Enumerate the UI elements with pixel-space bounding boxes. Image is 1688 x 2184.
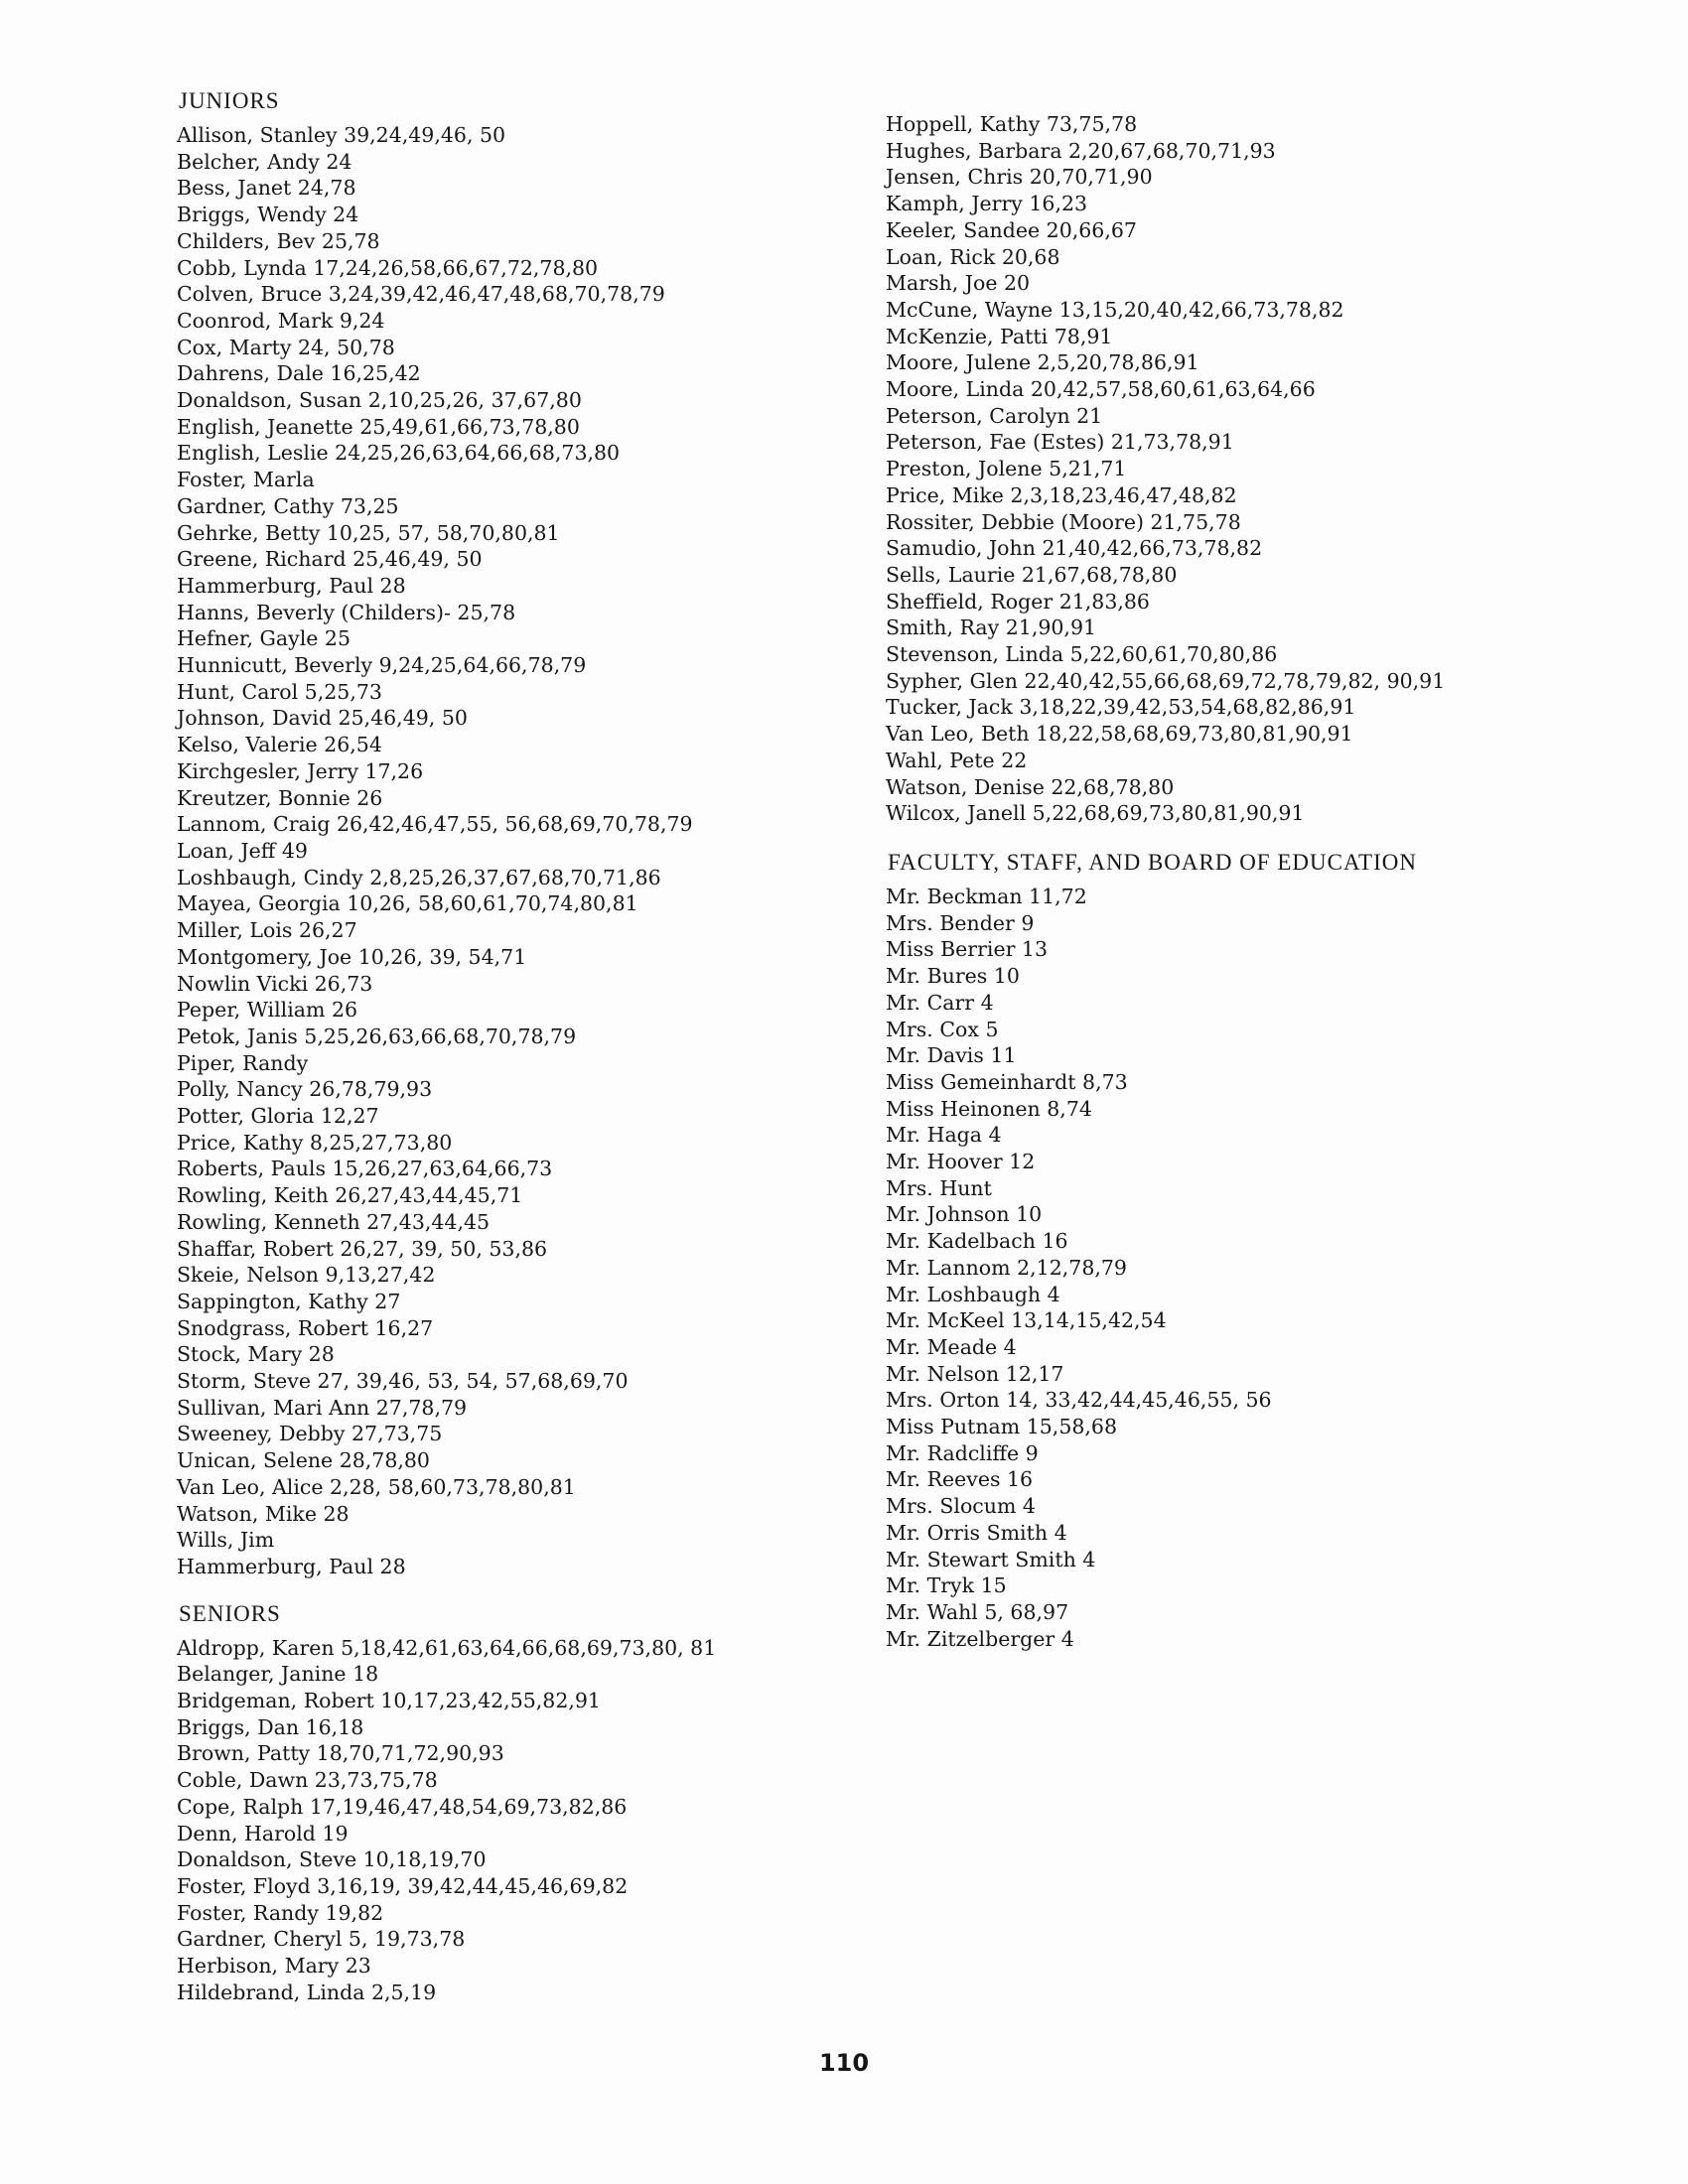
junior-entry: Nowlin Vicki 26,73 (177, 971, 373, 996)
junior-entry: Van Leo, Alice 2,28, 58,60,73,78,80,81 (177, 1474, 576, 1499)
junior-entry: Piper, Randy (177, 1050, 309, 1075)
junior-entry: Rowling, Keith 26,27,43,44,45,71 (177, 1183, 523, 1208)
senior-entry: Donaldson, Steve 10,18,19,70 (177, 1847, 487, 1872)
left-column (177, 79, 872, 2006)
faculty-entry: Mr. Tryk 15 (886, 1573, 1007, 1598)
junior-entry: Lannom, Craig 26,42,46,47,55, 56,68,69,70,78,79 (177, 812, 693, 837)
senior-entry: Rossiter, Debbie (Moore) 21,75,78 (886, 509, 1241, 534)
senior-entry: Sells, Laurie 21,67,68,78,80 (886, 562, 1178, 587)
junior-entry: Johnson, David 25,46,49, 50 (177, 706, 468, 731)
junior-entry: Shaffar, Robert 26,27, 39, 50, 53,86 (177, 1236, 548, 1261)
junior-entry: Wills, Jim (177, 1528, 275, 1553)
junior-entry: English, Leslie 24,25,26,63,64,66,68,73,80 (177, 441, 621, 466)
junior-entry: Dahrens, Dale 16,25,42 (177, 361, 421, 386)
junior-entry: Loan, Jeff 49 (177, 838, 308, 863)
junior-entry: Bess, Janet 24,78 (177, 176, 356, 201)
faculty-entry: Mr. Davis 11 (886, 1043, 1017, 1068)
senior-entry: Belanger, Janine 18 (177, 1662, 379, 1687)
faculty-entry: Mr. Nelson 12,17 (886, 1361, 1064, 1386)
senior-entry: Tucker, Jack 3,18,22,39,42,53,54,68,82,86,91 (886, 695, 1356, 720)
senior-entry: Briggs, Dan 16,18 (177, 1714, 364, 1739)
junior-entry: Briggs, Wendy 24 (177, 203, 359, 227)
junior-entry: Roberts, Pauls 15,26,27,63,64,66,73 (177, 1157, 553, 1181)
senior-entry: Preston, Jolene 5,21,71 (886, 457, 1127, 481)
junior-entry: Sweeney, Debby 27,73,75 (177, 1422, 443, 1446)
junior-entry: Donaldson, Susan 2,10,25,26, 37,67,80 (177, 388, 582, 413)
junior-entry: Kreutzer, Bonnie 26 (177, 785, 383, 810)
junior-entry: Gehrke, Betty 10,25, 57, 58,70,80,81 (177, 520, 560, 545)
senior-entry: Price, Mike 2,3,18,23,46,47,48,82 (886, 482, 1237, 507)
junior-entry: Greene, Richard 25,46,49, 50 (177, 547, 483, 572)
senior-entry: Loan, Rick 20,68 (886, 244, 1060, 269)
senior-entry: Wahl, Pete 22 (886, 748, 1028, 772)
faculty-entry: Mr. Reeves 16 (886, 1467, 1034, 1492)
seniors-list (177, 1635, 872, 2006)
faculty-entry: Mr. Bures 10 (886, 964, 1020, 989)
junior-entry: Hunnicutt, Beverly 9,24,25,64,66,78,79 (177, 653, 587, 678)
faculty-entry: Mr. Kadelbach 16 (886, 1229, 1068, 1254)
junior-entry: Sappington, Kathy 27 (177, 1289, 401, 1313)
faculty-entry: Mr. McKeel 13,14,15,42,54 (886, 1308, 1167, 1333)
senior-entry: Van Leo, Beth 18,22,58,68,69,73,80,81,90,91 (886, 722, 1353, 747)
junior-entry: Rowling, Kenneth 27,43,44,45 (177, 1209, 491, 1234)
faculty-entry: Mr. Loshbaugh 4 (886, 1282, 1060, 1306)
senior-entry: Smith, Ray 21,90,91 (886, 615, 1097, 640)
junior-entry: Loshbaugh, Cindy 2,8,25,26,37,67,68,70,71,86 (177, 865, 661, 889)
faculty-entry: Mr. Orris Smith 4 (886, 1520, 1067, 1545)
junior-entry: Snodgrass, Robert 16,27 (177, 1315, 434, 1340)
junior-entry: Hammerburg, Paul 28 (177, 573, 406, 598)
faculty-entry: Mrs. Cox 5 (886, 1017, 999, 1041)
faculty-entry: Miss Berrier 13 (886, 937, 1048, 962)
senior-entry: Watson, Denise 22,68,78,80 (886, 774, 1175, 799)
junior-entry: Cobb, Lynda 17,24,26,58,66,67,72,78,80 (177, 255, 599, 280)
senior-entry: Cope, Ralph 17,19,46,47,48,54,69,73,82,86 (177, 1794, 628, 1819)
junior-entry: Peper, William 26 (177, 998, 358, 1023)
faculty-entry: Mrs. Bender 9 (886, 910, 1035, 935)
right-column (886, 111, 1601, 1652)
section-title-faculty: FACULTY, STAFF, AND BOARD OF EDUCATION (888, 849, 1417, 875)
senior-entry: Peterson, Carolyn 21 (886, 403, 1103, 428)
senior-entry: McCune, Wayne 13,15,20,40,42,66,73,78,82 (886, 297, 1344, 322)
senior-entry: Samudio, John 21,40,42,66,73,78,82 (886, 536, 1263, 561)
senior-entry: Bridgeman, Robert 10,17,23,42,55,82,91 (177, 1689, 601, 1713)
junior-entry: Belcher, Andy 24 (177, 149, 352, 174)
faculty-entry: Mr. Lannom 2,12,78,79 (886, 1255, 1127, 1280)
junior-entry: Hunt, Carol 5,25,73 (177, 679, 382, 704)
junior-entry: Cox, Marty 24, 50,78 (177, 335, 395, 359)
junior-entry: Foster, Marla (177, 468, 315, 492)
junior-entry: Petok, Janis 5,25,26,63,66,68,70,78,79 (177, 1024, 577, 1048)
junior-entry: Price, Kathy 8,25,27,73,80 (177, 1130, 453, 1155)
senior-entry: Marsh, Joe 20 (886, 271, 1031, 296)
page-number: 110 (818, 2049, 870, 2077)
senior-entry: Moore, Julene 2,5,20,78,86,91 (886, 350, 1199, 375)
juniors-list (177, 122, 872, 1580)
junior-entry: Stock, Mary 28 (177, 1342, 335, 1367)
junior-entry: Childers, Bev 25,78 (177, 228, 380, 253)
senior-entry: Peterson, Fae (Estes) 21,73,78,91 (886, 430, 1234, 455)
senior-entry: Sypher, Glen 22,40,42,55,66,68,69,72,78,79,82, 90,91 (886, 668, 1446, 693)
senior-entry: Brown, Patty 18,70,71,72,90,93 (177, 1741, 504, 1766)
junior-entry: Storm, Steve 27, 39,46, 53, 54, 57,68,69,70 (177, 1369, 629, 1394)
senior-entry: McKenzie, Patti 78,91 (886, 324, 1113, 348)
junior-entry: Kelso, Valerie 26,54 (177, 733, 382, 757)
senior-entry: Hoppell, Kathy 73,75,78 (886, 112, 1138, 136)
junior-entry: English, Jeanette 25,49,61,66,73,78,80 (177, 414, 580, 439)
junior-entry: Sullivan, Mari Ann 27,78,79 (177, 1395, 468, 1420)
junior-entry: Hanns, Beverly (Childers)- 25,78 (177, 600, 516, 624)
junior-entry: Skeie, Nelson 9,13,27,42 (177, 1263, 436, 1288)
senior-entry: Coble, Dawn 23,73,75,78 (177, 1768, 438, 1793)
seniors-list-continued (886, 111, 1601, 827)
faculty-entry: Mrs. Slocum 4 (886, 1494, 1036, 1519)
junior-entry: Hammerburg, Paul 28 (177, 1554, 406, 1578)
senior-entry: Gardner, Cheryl 5, 19,73,78 (177, 1927, 466, 1952)
faculty-entry: Mr. Beckman 11,72 (886, 884, 1087, 908)
junior-entry: Potter, Gloria 12,27 (177, 1104, 379, 1129)
senior-entry: Kamph, Jerry 16,23 (886, 192, 1088, 216)
junior-entry: Mayea, Georgia 10,26, 58,60,61,70,74,80,81 (177, 891, 638, 916)
faculty-entry: Miss Heinonen 8,74 (886, 1096, 1092, 1121)
faculty-list (886, 884, 1601, 1652)
faculty-entry: Mr. Meade 4 (886, 1334, 1017, 1359)
senior-entry: Foster, Randy 19,82 (177, 1900, 384, 1925)
junior-entry: Kirchgesler, Jerry 17,26 (177, 758, 424, 783)
junior-entry: Miller, Lois 26,27 (177, 918, 357, 943)
junior-entry: Watson, Mike 28 (177, 1501, 350, 1526)
junior-entry: Unican, Selene 28,78,80 (177, 1448, 430, 1473)
junior-entry: Polly, Nancy 26,78,79,93 (177, 1077, 433, 1102)
senior-entry: Herbison, Mary 23 (177, 1954, 371, 1979)
faculty-entry: Mr. Stewart Smith 4 (886, 1547, 1096, 1571)
faculty-entry: Mr. Wahl 5, 68,97 (886, 1599, 1069, 1624)
faculty-entry: Mr. Haga 4 (886, 1123, 1002, 1148)
junior-entry: Montgomery, Joe 10,26, 39, 54,71 (177, 944, 527, 969)
senior-entry: Wilcox, Janell 5,22,68,69,73,80,81,90,91 (886, 801, 1305, 826)
section-title-juniors: JUNIORS (179, 88, 280, 113)
junior-entry: Allison, Stanley 39,24,49,46, 50 (177, 123, 506, 147)
junior-entry: Hefner, Gayle 25 (177, 626, 351, 651)
faculty-entry: Mrs. Hunt (886, 1175, 992, 1200)
faculty-entry: Mr. Johnson 10 (886, 1202, 1043, 1227)
senior-entry: Denn, Harold 19 (177, 1821, 349, 1845)
senior-entry: Hughes, Barbara 2,20,67,68,70,71,93 (886, 138, 1276, 163)
senior-entry: Sheffield, Roger 21,83,86 (886, 589, 1150, 614)
senior-entry: Hildebrand, Linda 2,5,19 (177, 1979, 437, 2004)
senior-entry: Aldropp, Karen 5,18,42,61,63,64,66,68,69,73,80, 81 (177, 1635, 717, 1660)
faculty-entry: Mr. Radcliffe 9 (886, 1440, 1039, 1465)
junior-entry: Coonrod, Mark 9,24 (177, 308, 385, 333)
faculty-entry: Mr. Hoover 12 (886, 1150, 1036, 1174)
faculty-entry: Miss Putnam 15,58,68 (886, 1415, 1118, 1439)
faculty-entry: Mrs. Orton 14, 33,42,44,45,46,55, 56 (886, 1388, 1272, 1413)
senior-entry: Moore, Linda 20,42,57,58,60,61,63,64,66 (886, 377, 1316, 402)
junior-entry: Gardner, Cathy 73,25 (177, 493, 399, 518)
junior-entry: Colven, Bruce 3,24,39,42,46,47,48,68,70,78,79 (177, 282, 665, 307)
senior-entry: Keeler, Sandee 20,66,67 (886, 217, 1137, 242)
senior-entry: Stevenson, Linda 5,22,60,61,70,80,86 (886, 642, 1278, 667)
faculty-entry: Mr. Carr 4 (886, 990, 994, 1015)
senior-entry: Jensen, Chris 20,70,71,90 (886, 165, 1153, 190)
senior-entry: Foster, Floyd 3,16,19, 39,42,44,45,46,69,82 (177, 1874, 629, 1898)
section-title-seniors: SENIORS (179, 1600, 281, 1626)
faculty-entry: Mr. Zitzelberger 4 (886, 1626, 1074, 1651)
faculty-entry: Miss Gemeinhardt 8,73 (886, 1069, 1128, 1094)
